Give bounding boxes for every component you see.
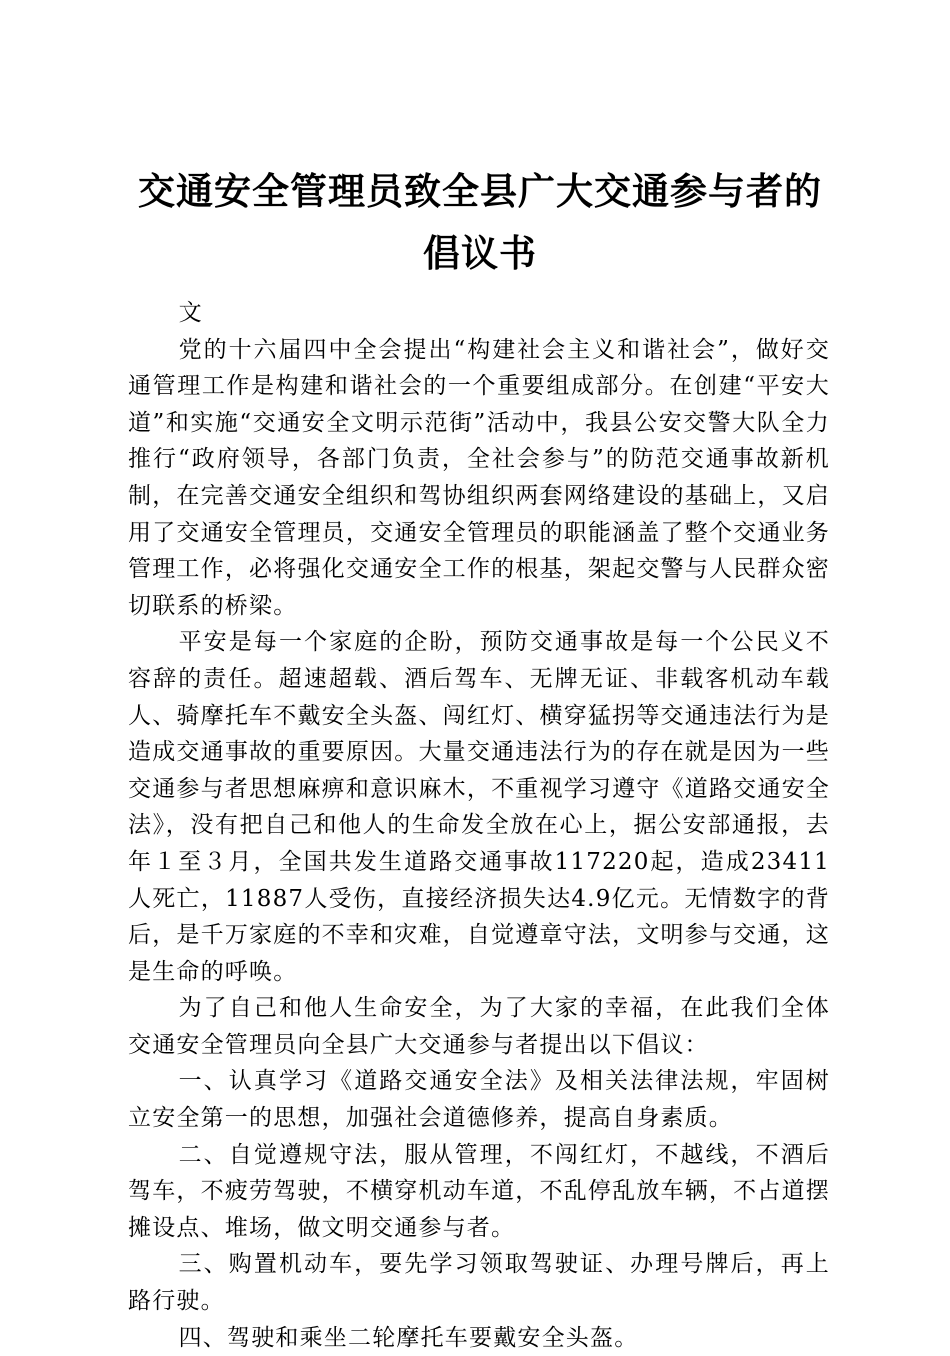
document-body [128,295,830,1356]
document-title: 交通安全管理员致全县广大交通参与者的倡议书 [138,169,822,275]
proposal-item-3: 三、购置机动车，要先学习领取驾驶证、办理号牌后，再上路行驶。 [128,1251,830,1315]
paragraph: 平安是每一个家庭的企盼，预防交通事故是每一个公民义不容辞的责任。超速超载、酒后驾车、无牌无证、非载客机动车载人、骑摩托车不戴安全头盔、闯红灯、横穿猛拐等交通违法行为是造成交通事故的重要原因。大量交通违法行为的存在就是因为一些交通参与者思想麻痹和意识麻木，不重视学习遵守《道路交通安全法》，没有把自己和他人的生命发全放在心上，据公安部通报，去年１至３月，全国共发生道路交通事故117220起，造成23411人死亡，11887人受伤，直接经济损失达4.9亿元。无情数字的背后，是千万家庭的不幸和灾难，自觉遵章守法，文明参与交通，这是生命的呼唤。 [128,629,830,985]
paragraph: 为了自己和他人生命安全，为了大家的幸福，在此我们全体交通安全管理员向全县广大交通参与者提出以下倡议： [128,995,830,1058]
proposal-item-4: 四、驾驶和乘坐二轮摩托车要戴安全头盔。 [178,1324,639,1351]
proposal-item-1: 一、认真学习《道路交通安全法》及相关法律法规，牢固树立安全第一的思想，加强社会道德修养，提高自身素质。 [128,1068,830,1132]
proposal-item-2: 二、自觉遵规守法，服从管理，不闯红灯，不越线，不酒后驾车，不疲劳驾驶，不横穿机动车道，不乱停乱放车辆，不占道摆摊设点、堆场，做文明交通参与者。 [128,1141,830,1241]
author-line: 文 [178,300,203,326]
paragraph: 党的十六届四中全会提出“构建社会主义和谐社会”，做好交通管理工作是构建和谐社会的一个重要组成部分。在创建“平安大道”和实施“交通安全文明示范街”活动中，我县公安交警大队全力推行“政府领导，各部门负责，全社会参与”的防范交通事故新机制，在完善交通安全组织和驾协组织两套网络建设的基础上，又启用了交通安全管理员，交通安全管理员的职能涵盖了整个交通业务管理工作，必将强化交通安全工作的根基，架起交警与人民群众密切联系的桥梁。 [128,336,830,619]
